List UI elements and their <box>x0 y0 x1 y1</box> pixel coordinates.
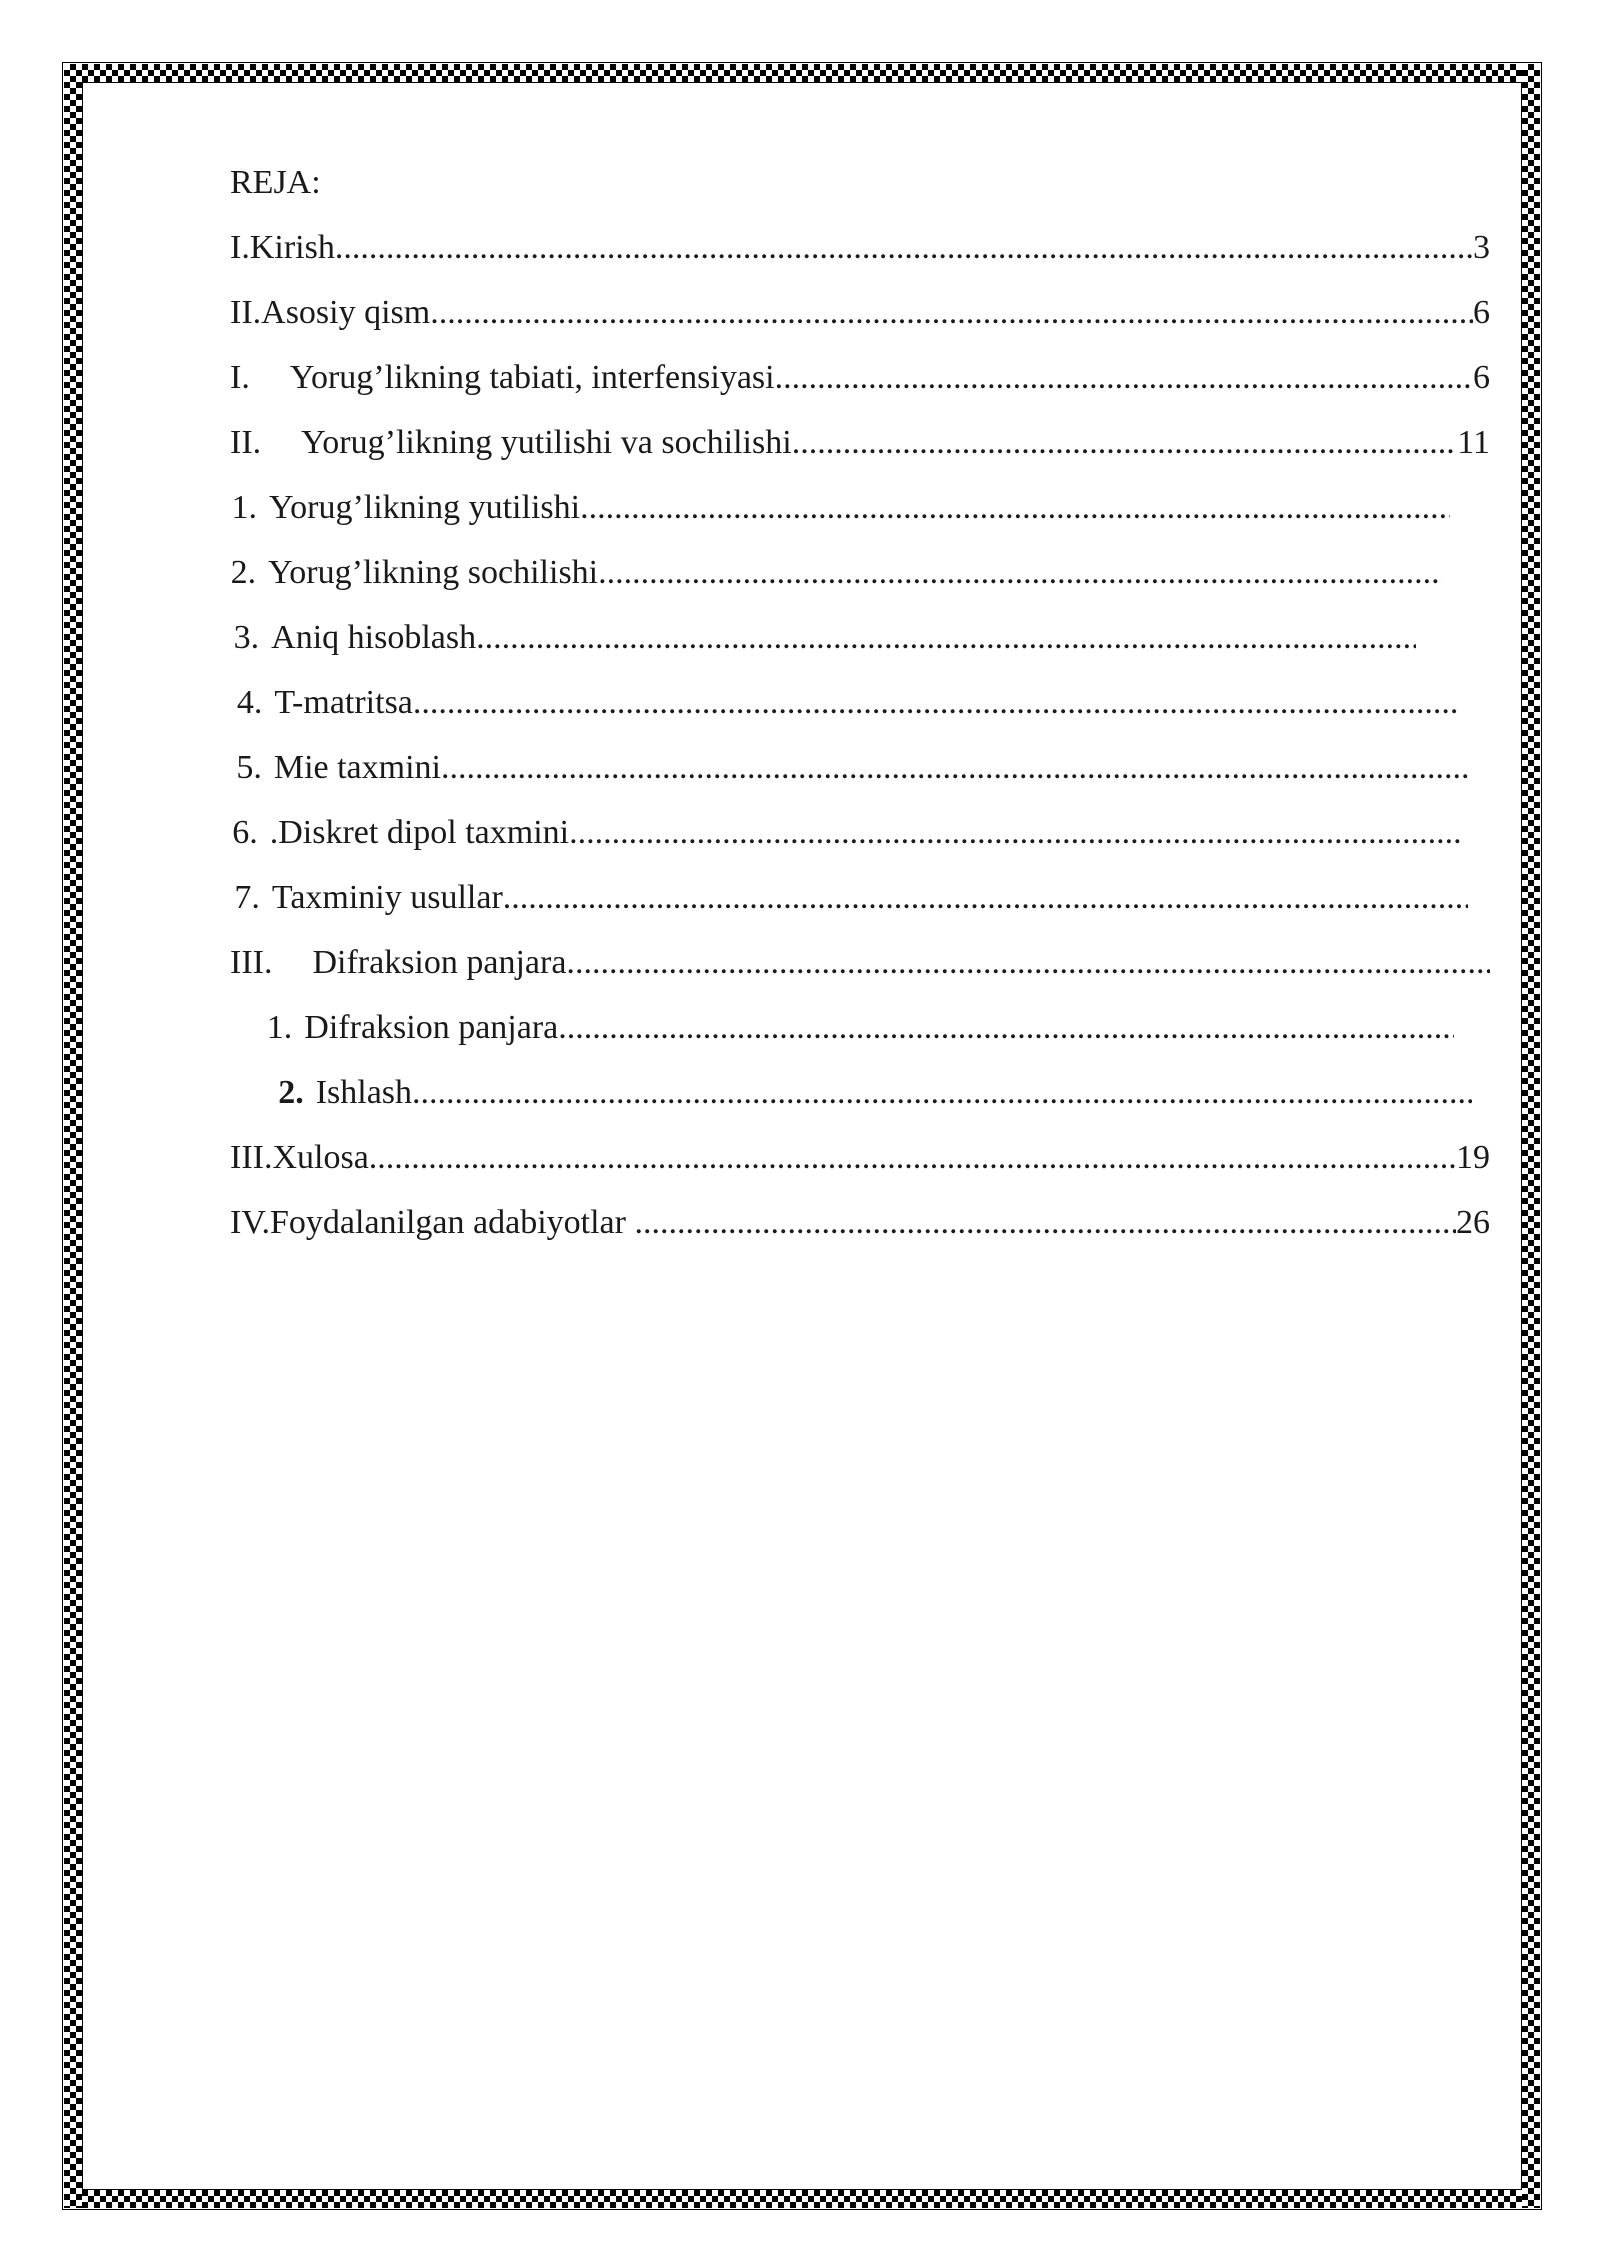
toc-entry-subsection <box>230 670 1458 735</box>
toc-entry-kirish <box>230 215 1490 280</box>
toc-entry-text: Difraksion panjara. <box>312 944 575 981</box>
toc-page-number: 26 <box>1456 1204 1490 1241</box>
dot-leader <box>569 800 1464 865</box>
toc-entry-text: T-matritsa <box>274 684 413 721</box>
dot-leader <box>775 345 1473 410</box>
toc-entry-number: 7. <box>234 879 260 916</box>
dot-leader <box>792 410 1458 475</box>
dot-leader <box>476 605 1416 670</box>
toc-page-number: 6 <box>1473 294 1490 331</box>
toc-entry-subsubsection <box>230 1060 1472 1125</box>
toc-entry-text: Yorug’likning sochilishi <box>268 554 599 591</box>
toc-entry-subsection <box>230 800 1464 865</box>
toc-entry-number: 1. <box>231 489 257 526</box>
toc-entry-number: 2. <box>230 554 257 591</box>
dot-leader <box>412 1060 1472 1125</box>
toc-page-number: 19 <box>1456 1139 1490 1176</box>
toc-entry-asosiy-qism <box>230 280 1490 345</box>
toc-entry-text: II.Asosiy qism <box>230 294 431 331</box>
toc-entry-text: Yorug’likning yutilishi va sochilishi <box>301 424 792 461</box>
toc-page-number: 11 <box>1457 424 1490 461</box>
dot-leader <box>441 735 1468 800</box>
toc-entry-xulosa <box>230 1125 1490 1190</box>
toc-entry-number: 2. <box>278 1074 304 1111</box>
toc-entry-subsection <box>230 605 1416 670</box>
toc-entry-text: IV.Foydalanilgan adabiyotlar <box>230 1204 635 1241</box>
toc-entry-text: Aniq hisoblash <box>271 619 477 656</box>
toc-entry-text: Yorug’likning tabiati, interfensiyasi <box>289 359 775 396</box>
dot-leader <box>598 540 1442 605</box>
toc-entry-subsection <box>230 540 1442 605</box>
toc-entry-text: .Diskret dipol taxmini <box>269 814 570 851</box>
dot-leader <box>430 280 1473 345</box>
toc-entry-number: 1. <box>266 1009 293 1046</box>
toc-page-number: 3 <box>1473 229 1490 266</box>
toc-entry-text: Ishlash <box>315 1074 413 1111</box>
toc-entry-text: I.Kirish <box>230 229 335 266</box>
toc-entry-text: III.Xulosa <box>230 1139 369 1176</box>
dot-leader <box>369 1125 1456 1190</box>
dot-leader <box>558 995 1454 1060</box>
toc-entry-number: 5. <box>236 749 262 786</box>
toc-entry-text: Mie taxmini <box>273 749 441 786</box>
toc-entry-text: Taxminiy usullar <box>271 879 503 916</box>
dot-leader <box>503 865 1468 930</box>
toc-entry-text: Yorug’likning yutilishi <box>268 489 581 526</box>
toc-entry-number: I. <box>230 359 250 396</box>
toc-entry-section-i <box>230 345 1490 410</box>
toc-entry-number: III. <box>230 944 273 981</box>
toc-entry-number: 3. <box>233 619 260 656</box>
toc-entry-subsection <box>230 475 1450 540</box>
dot-leader <box>413 670 1458 735</box>
toc-entry-section-ii <box>230 410 1490 475</box>
toc-entry-section-iii <box>230 930 1490 995</box>
toc-entry-text: Difraksion panjara <box>304 1009 559 1046</box>
table-of-contents <box>230 150 1490 1255</box>
toc-page-number: 6 <box>1473 359 1490 396</box>
toc-entry-number: II. <box>230 424 262 461</box>
toc-entry-number: 6. <box>232 814 258 851</box>
toc-entry-adabiyotlar <box>230 1190 1490 1255</box>
toc-entry-number: 4. <box>236 684 263 721</box>
toc-entry-subsection <box>230 735 1468 800</box>
toc-entry-subsubsection <box>230 995 1454 1060</box>
dot-leader <box>580 475 1450 540</box>
dot-leader <box>335 215 1473 280</box>
toc-heading: REJA: <box>230 164 321 201</box>
toc-entry-subsection <box>230 865 1468 930</box>
dot-leader <box>575 930 1490 995</box>
dot-leader <box>634 1190 1456 1255</box>
